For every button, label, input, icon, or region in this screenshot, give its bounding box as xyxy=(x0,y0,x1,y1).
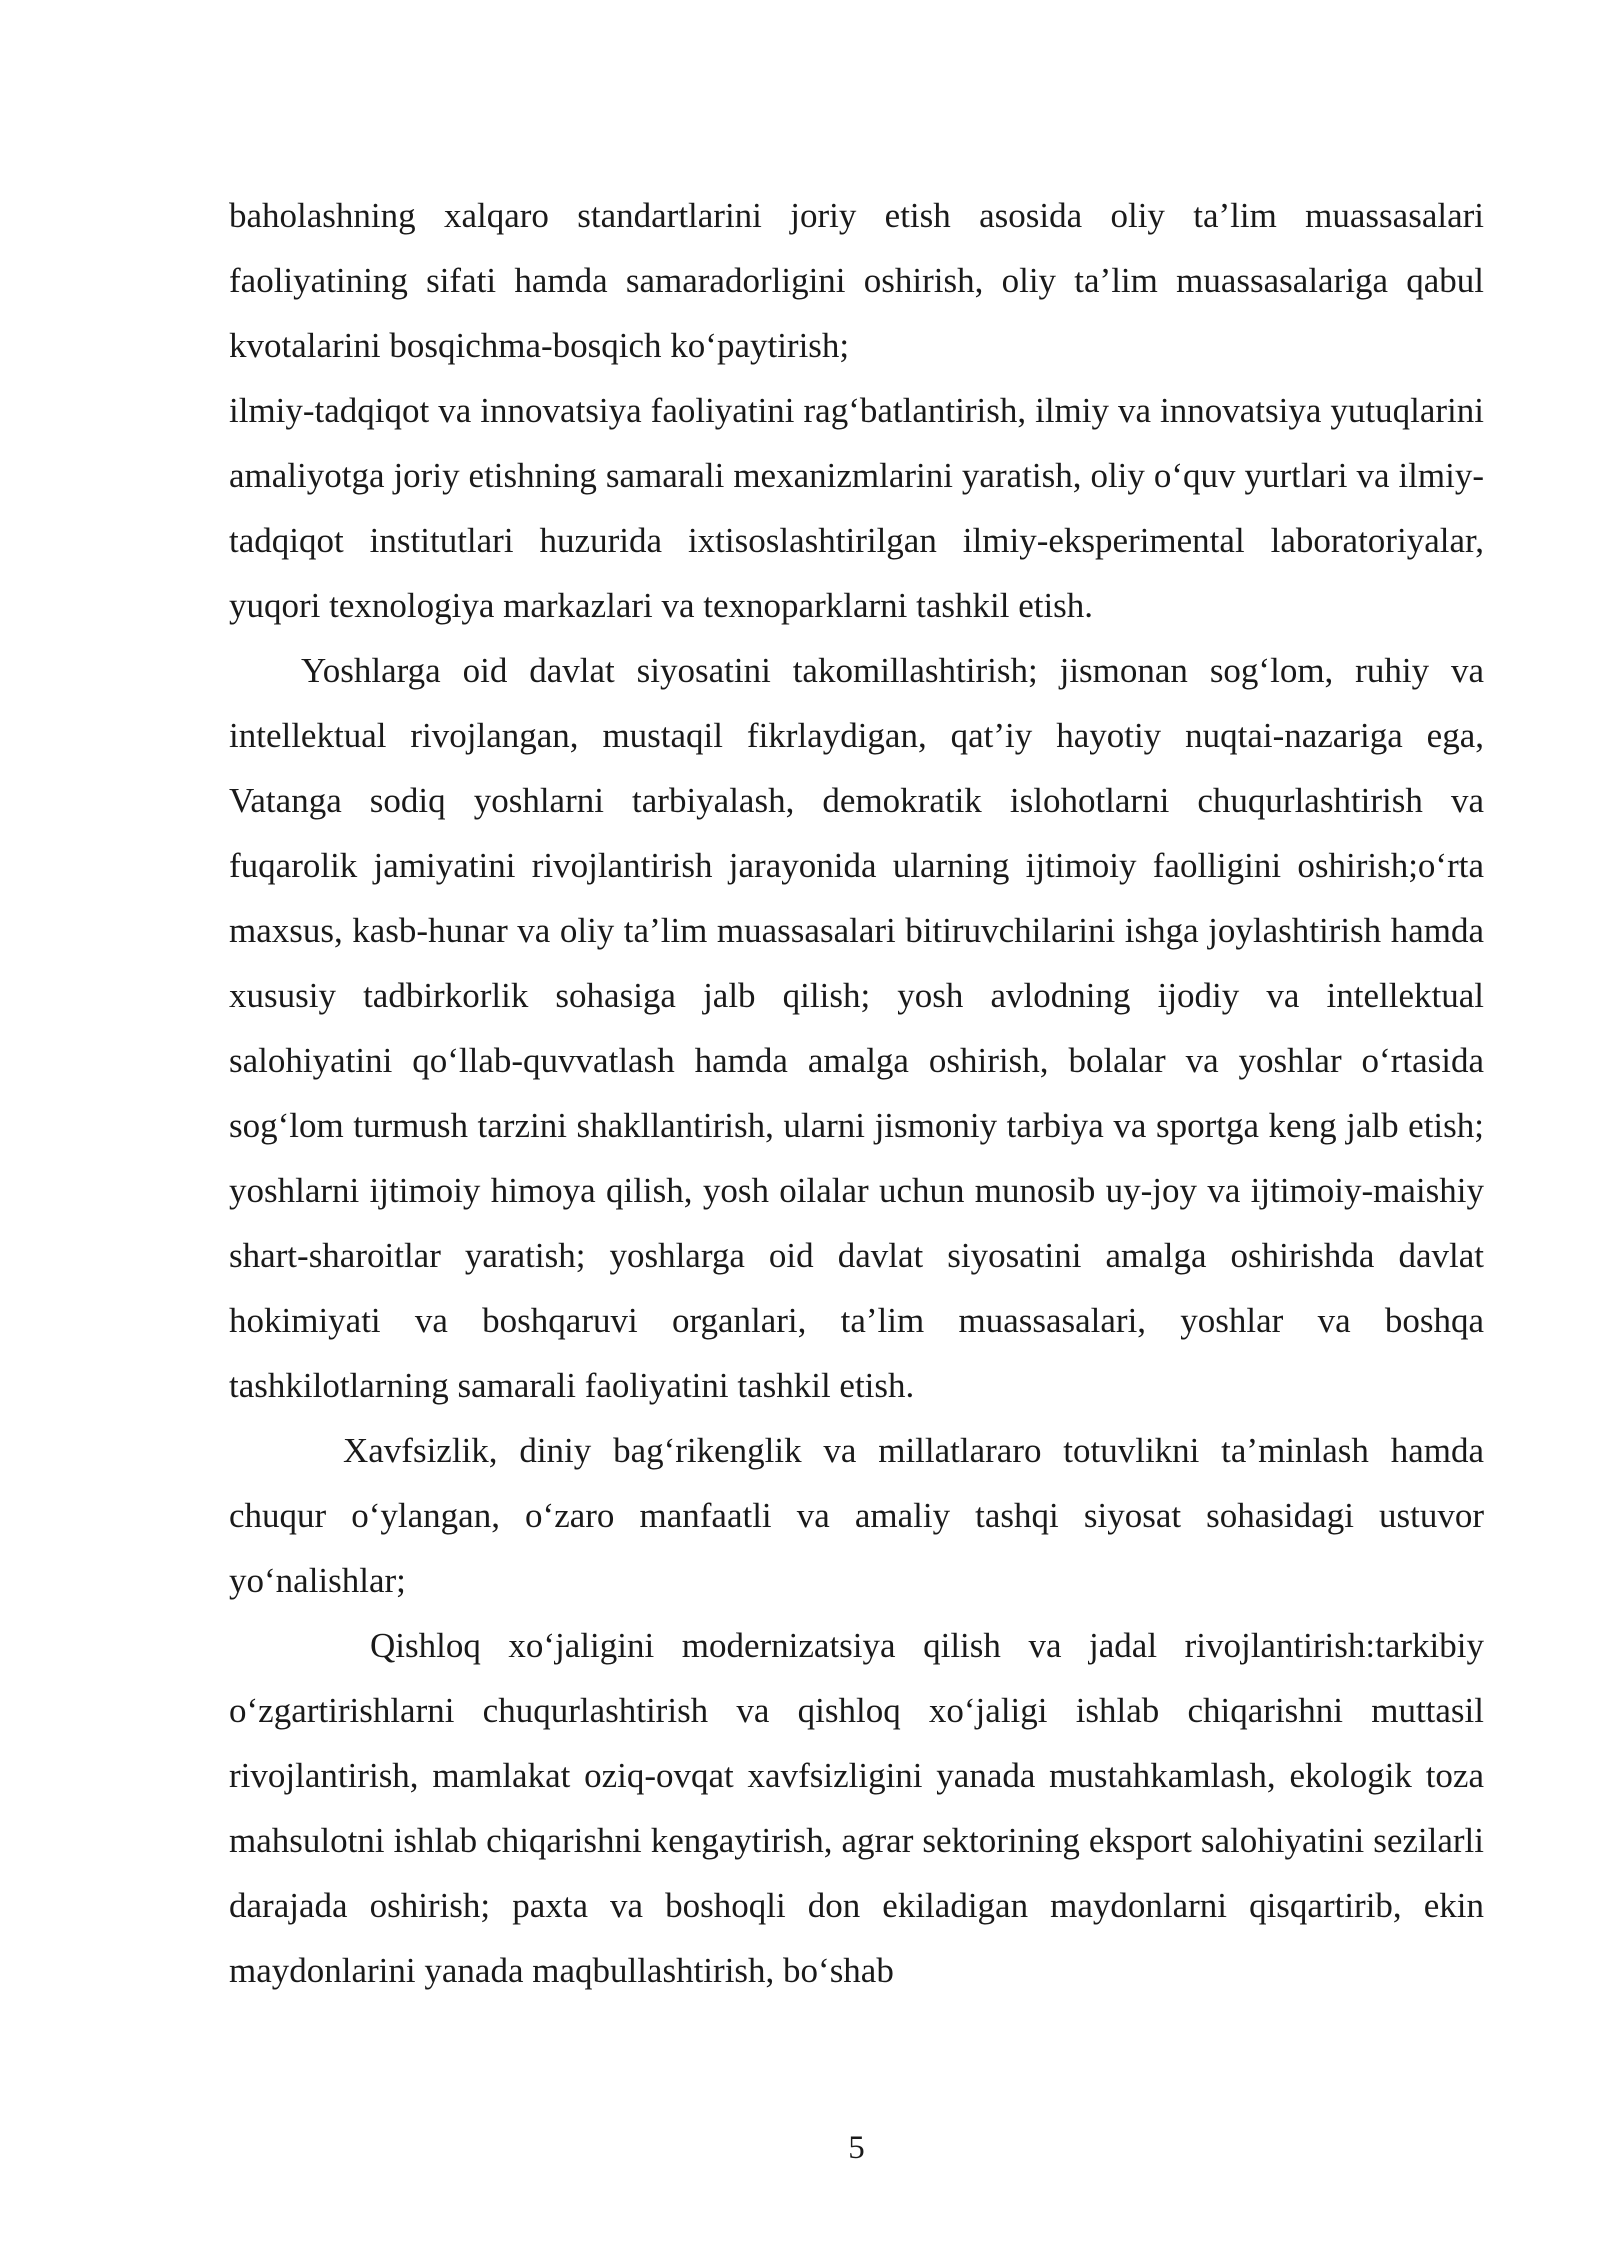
paragraph: Xavfsizlik, diniy bag‘rikenglik va millatlararo totuvlikni ta’minlash hamda chuqur o‘ylangan, o‘zaro manfaatli va amaliy tashqi siyosat sohasidagi ustuvor yo‘nalishlar; xyxy=(229,1431,1484,1600)
page-number: 5 xyxy=(848,2130,865,2166)
body-text xyxy=(229,183,1484,2003)
paragraph: ilmiy-tadqiqot va innovatsiya faoliyatini rag‘batlantirish, ilmiy va innovatsiya yutuqlarini amaliyotga joriy etishning samarali mexanizmlarini yaratish, oliy o‘quv yurtlari va ilmiy-tadqiqot institutlari huzurida ixtisoslashtirilgan ilmiy-eksperimental laboratoriyalar, yuqori texnologiya markazlari va texnoparklarni tashkil etish. xyxy=(229,391,1484,625)
paragraph: baholashning xalqaro standartlarini joriy etish asosida oliy ta’lim muassasalari faoliyatining sifati hamda samaradorligini oshirish, oliy ta’lim muassasalariga qabul kvotalarini bosqichma-bosqich ko‘paytirish; xyxy=(229,196,1484,365)
paragraph: Yoshlarga oid davlat siyosatini takomillashtirish; jismonan sog‘lom, ruhiy va intellektual rivojlangan, mustaqil fikrlaydigan, qat’iy hayotiy nuqtai-nazariga ega, Vatanga sodiq yoshlarni tarbiyalash, demokratik islohotlarni chuqurlashtirish va fuqarolik jamiyatini rivojlantirish jarayonida ularning ijtimoiy faolligini oshirish;o‘rta maxsus, kasb-hunar va oliy ta’lim muassasalari bitiruvchilarini ishga joylashtirish hamda xususiy tadbirkorlik sohasiga jalb qilish; yosh avlodning ijodiy va intellektual salohiyatini qo‘llab-quvvatlash hamda amalga oshirish, bolalar va yoshlar o‘rtasida sog‘lom turmush tarzini shakllantirish, ularni jismoniy tarbiya va sportga keng jalb etish; yoshlarni ijtimoiy himoya qilish, yosh oilalar uchun munosib uy-joy va ijtimoiy-maishiy shart-sharoitlar yaratish; yoshlarga oid davlat siyosatini amalga oshirishda davlat hokimiyati va boshqaruvi organlari, ta’lim muassasalari, yoshlar va boshqa tashkilotlarning samarali faoliyatini tashkil etish. xyxy=(229,651,1484,1405)
paragraph: Qishloq xo‘jaligini modernizatsiya qilish va jadal rivojlantirish:tarkibiy o‘zgartirishlarni chuqurlashtirish va qishloq xo‘jaligi ishlab chiqarishni muttasil rivojlantirish, mamlakat oziq-ovqat xavfsizligini yanada mustahkamlash, ekologik toza mahsulotni ishlab chiqarishni kengaytirish, agrar sektorining eksport salohiyatini sezilarli darajada oshirish; paxta va boshoqli don ekiladigan maydonlarni qisqartirib, ekin maydonlarini yanada maqbullashtirish, bo‘shab xyxy=(229,1626,1484,1990)
